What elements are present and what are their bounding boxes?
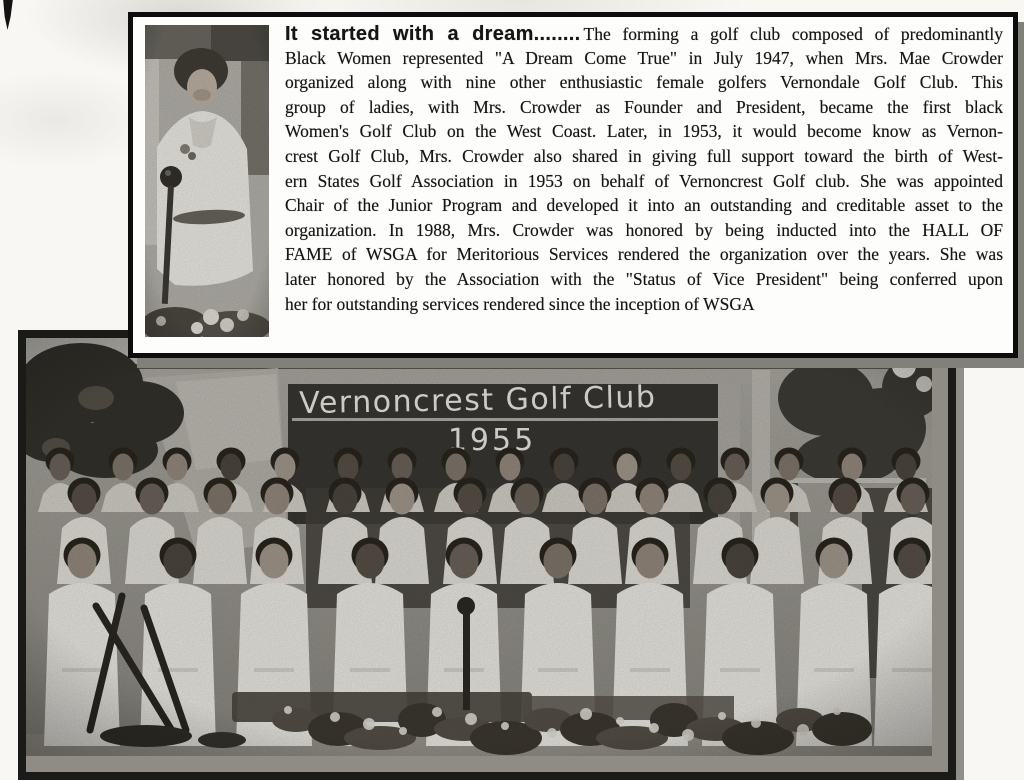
article-line: Chair of the Junior Program and developed it into an outstanding and creditable asset to the (285, 195, 1003, 216)
article-line: Black Women represented "A Dream Come True" in July 1947, when Mrs. Mae Crowder (285, 47, 1003, 68)
article-box (128, 12, 1018, 358)
article-line (285, 23, 1003, 48)
article-heading: It started with a dream........ (285, 23, 581, 45)
article-line-text: The forming a golf club composed of predominantly (583, 24, 1003, 44)
group-photo-1955 (18, 330, 956, 780)
article-line: FAME of WSGA for Meritorious Services rendered the organization over the years. She was (285, 244, 1003, 265)
article-line: organization. In 1988, Mrs. Crowder was honored by being inducted into the HALL OF (285, 219, 1003, 240)
article-line: her for outstanding services rendered since the inception of WSGA (285, 293, 755, 314)
portrait-scene (145, 25, 269, 337)
group-photo-scene (26, 338, 932, 756)
portrait-photo-mae-crowder (145, 25, 269, 337)
article-line: crest Golf Club, Mrs. Crowder also shared in giving full support toward the birth of West- (285, 145, 1003, 166)
scan-artifact-mark (2, 0, 14, 30)
article-line: ern States Golf Association in 1953 on behalf of Vernoncrest Golf club. She was appointed (285, 170, 1003, 191)
article-line: organized along with nine other enthusiastic female golfers Vernondale Golf Club. This (285, 72, 1003, 93)
article-text (285, 23, 1003, 318)
article-line: later honored by the Association with the "Status of Vice President" being conferred upon (285, 268, 1003, 289)
article-line: Women's Golf Club on the West Coast. Later, in 1953, it would become know as Vernon- (285, 121, 1003, 142)
article-line: group of ladies, with Mrs. Crowder as Founder and President, became the first black (285, 96, 1003, 117)
